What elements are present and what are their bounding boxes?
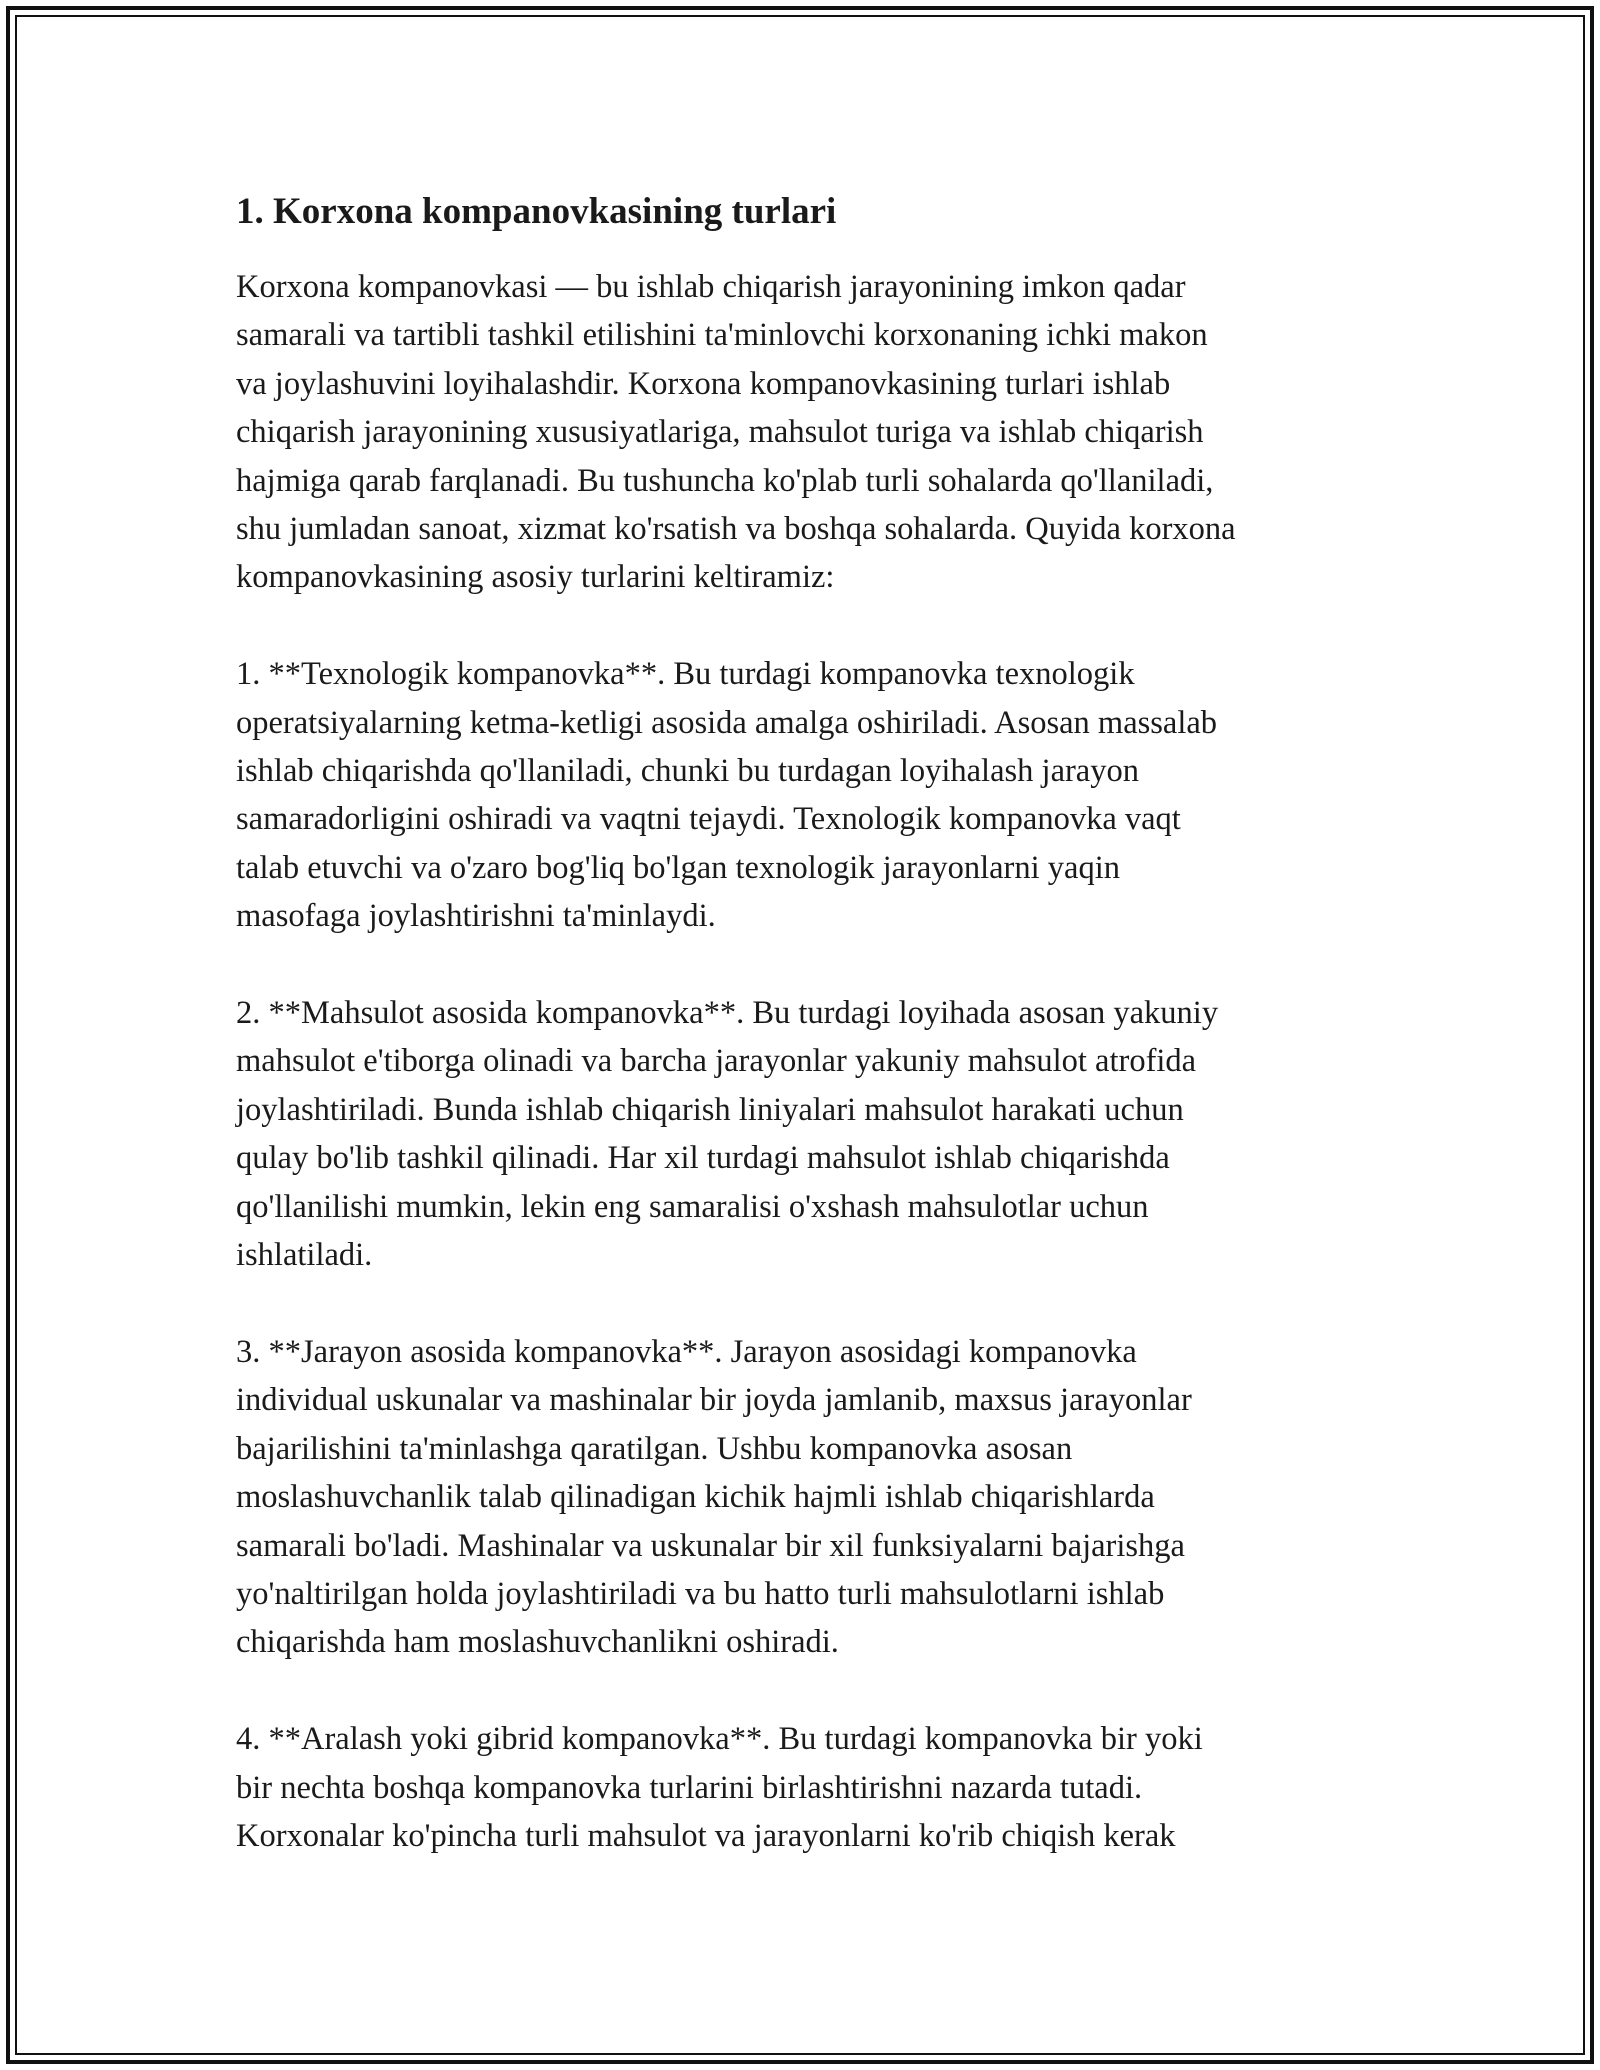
section-process-layout: 3. **Jarayon asosida kompanovka**. Jarayon asosidagi kompanovka individual uskunalar va mashinalar bir joyda jamlanib, maxsus jarayonlar bajarilishini ta'minlashga qaratilgan. Ushbu kompanovka asosan moslashuvchanlik talab qilinadigan kichik hajmli ishlab chiqarishlarda samarali bo'ladi. Mashinalar va uskunalar bir xil funksiyalarni bajarishga yo'naltirilgan holda joylashtiriladi va bu hatto turli mahsulotlarni ishlab chiqarishda ham moslashuvchanlikni oshiradi. (236, 1333, 1192, 1661)
document-title: 1. Korxona kompanovkasining turlari (236, 191, 837, 232)
intro-paragraph: Korxona kompanovkasi — bu ishlab chiqarish jarayonining imkon qadar samarali va tartibli tashkil etilishini ta'minlovchi korxonaning ichki makon va joylashuvini loyihalashdir. Korxona kompanovkasining turlari ishlab chiqarish jarayonining xususiyatlariga, mahsulot turiga va ishlab chiqarish hajmiga qarab farqlanadi. Bu tushuncha ko'plab turli sohalarda qo'llaniladi, shu jumladan sanoat, xizmat ko'rsatish va boshqa sohalarda. Quyida korxona kompanovkasining asosiy turlarini keltiramiz: (236, 269, 1236, 596)
document-body (236, 188, 1386, 1860)
section-hybrid-layout: 4. **Aralash yoki gibrid kompanovka**. Bu turdagi kompanovka bir yoki bir nechta boshqa kompanovka turlarini birlashtirishni nazarda tutadi. Korxonalar ko'pincha turli mahsulot va jarayonlarni ko'rib chiqish kerak (236, 1721, 1203, 1854)
section-technological-layout: 1. **Texnologik kompanovka**. Bu turdagi kompanovka texnologik operatsiyalarning ketma-ketligi asosida amalga oshiriladi. Asosan massalab ishlab chiqarishda qo'llaniladi, chunki bu turdagan loyihalash jarayon samaradorligini oshiradi va vaqtni tejaydi. Texnologik kompanovka vaqt talab etuvchi va o'zaro bog'liq bo'lgan texnologik jarayonlarni yaqin masofaga joylashtirishni ta'minlaydi. (236, 656, 1218, 935)
section-product-layout: 2. **Mahsulot asosida kompanovka**. Bu turdagi loyihada asosan yakuniy mahsulot e'tiborga olinadi va barcha jarayonlar yakuniy mahsulot atrofida joylashtiriladi. Bunda ishlab chiqarish liniyalari mahsulot harakati uchun qulay bo'lib tashkil qilinadi. Har xil turdagi mahsulot ishlab chiqarishda qo'llanilishi mumkin, lekin eng samaralisi o'xshash mahsulotlar uchun ishlatiladi. (236, 995, 1219, 1274)
